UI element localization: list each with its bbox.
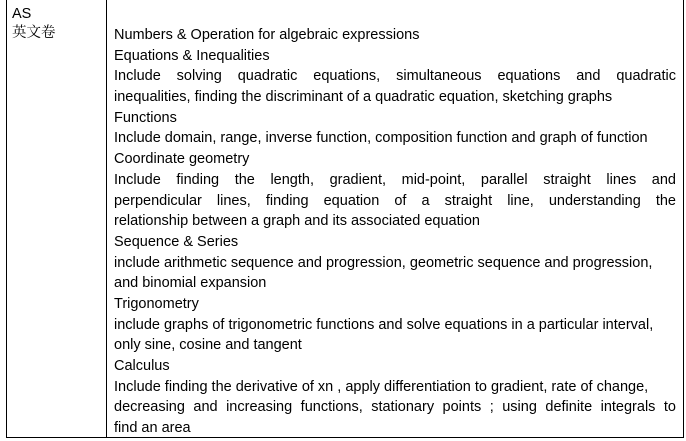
level-label: AS	[12, 6, 32, 22]
topic-description: Include finding the derivative of xn , apply differentiation to gradient, rate of change,	[114, 378, 649, 395]
topic-heading: Calculus	[114, 358, 170, 374]
topic-description: include graphs of trigonometric functions and solve equations in a particular interval,	[114, 316, 654, 333]
level-cell	[12, 5, 102, 43]
topic-description: perpendicular lines, finding equation of a straight line, understanding the	[114, 192, 676, 209]
topic-description: include arithmetic sequence and progression, geometric sequence and progression,	[114, 254, 653, 271]
topic-heading: Coordinate geometry	[114, 151, 250, 168]
topic-description: inequalities, finding the discriminant of a quadratic equation, sketching graphs	[114, 89, 613, 106]
topic-heading: Sequence & Series	[114, 233, 239, 250]
topic-heading: Trigonometry	[114, 295, 199, 312]
topic-description: Include solving quadratic equations, simultaneous equations and quadratic	[114, 68, 676, 85]
column-divider	[106, 0, 107, 437]
content-cell	[114, 25, 676, 439]
syllabus-table	[6, 0, 684, 438]
topic-description: only sine, cosine and tangent	[114, 337, 302, 354]
topic-description: relationship between a graph and its associated equation	[114, 213, 480, 230]
topic-description: find an area	[114, 420, 191, 437]
topic-heading: Equations & Inequalities	[114, 47, 270, 64]
topic-description: Include finding the length, gradient, mid-point, parallel straight lines and	[114, 171, 676, 188]
paper-label: 英文卷	[12, 25, 56, 41]
topic-description: and binomial expansion	[114, 275, 267, 292]
topic-description: Include domain, range, inverse function, composition function and graph of function	[114, 130, 648, 147]
topic-heading: Numbers & Operation for algebraic expressions	[114, 27, 420, 43]
topic-heading: Functions	[114, 109, 177, 126]
topic-description: decreasing and increasing functions, stationary points ; using definite integrals to	[114, 399, 676, 416]
